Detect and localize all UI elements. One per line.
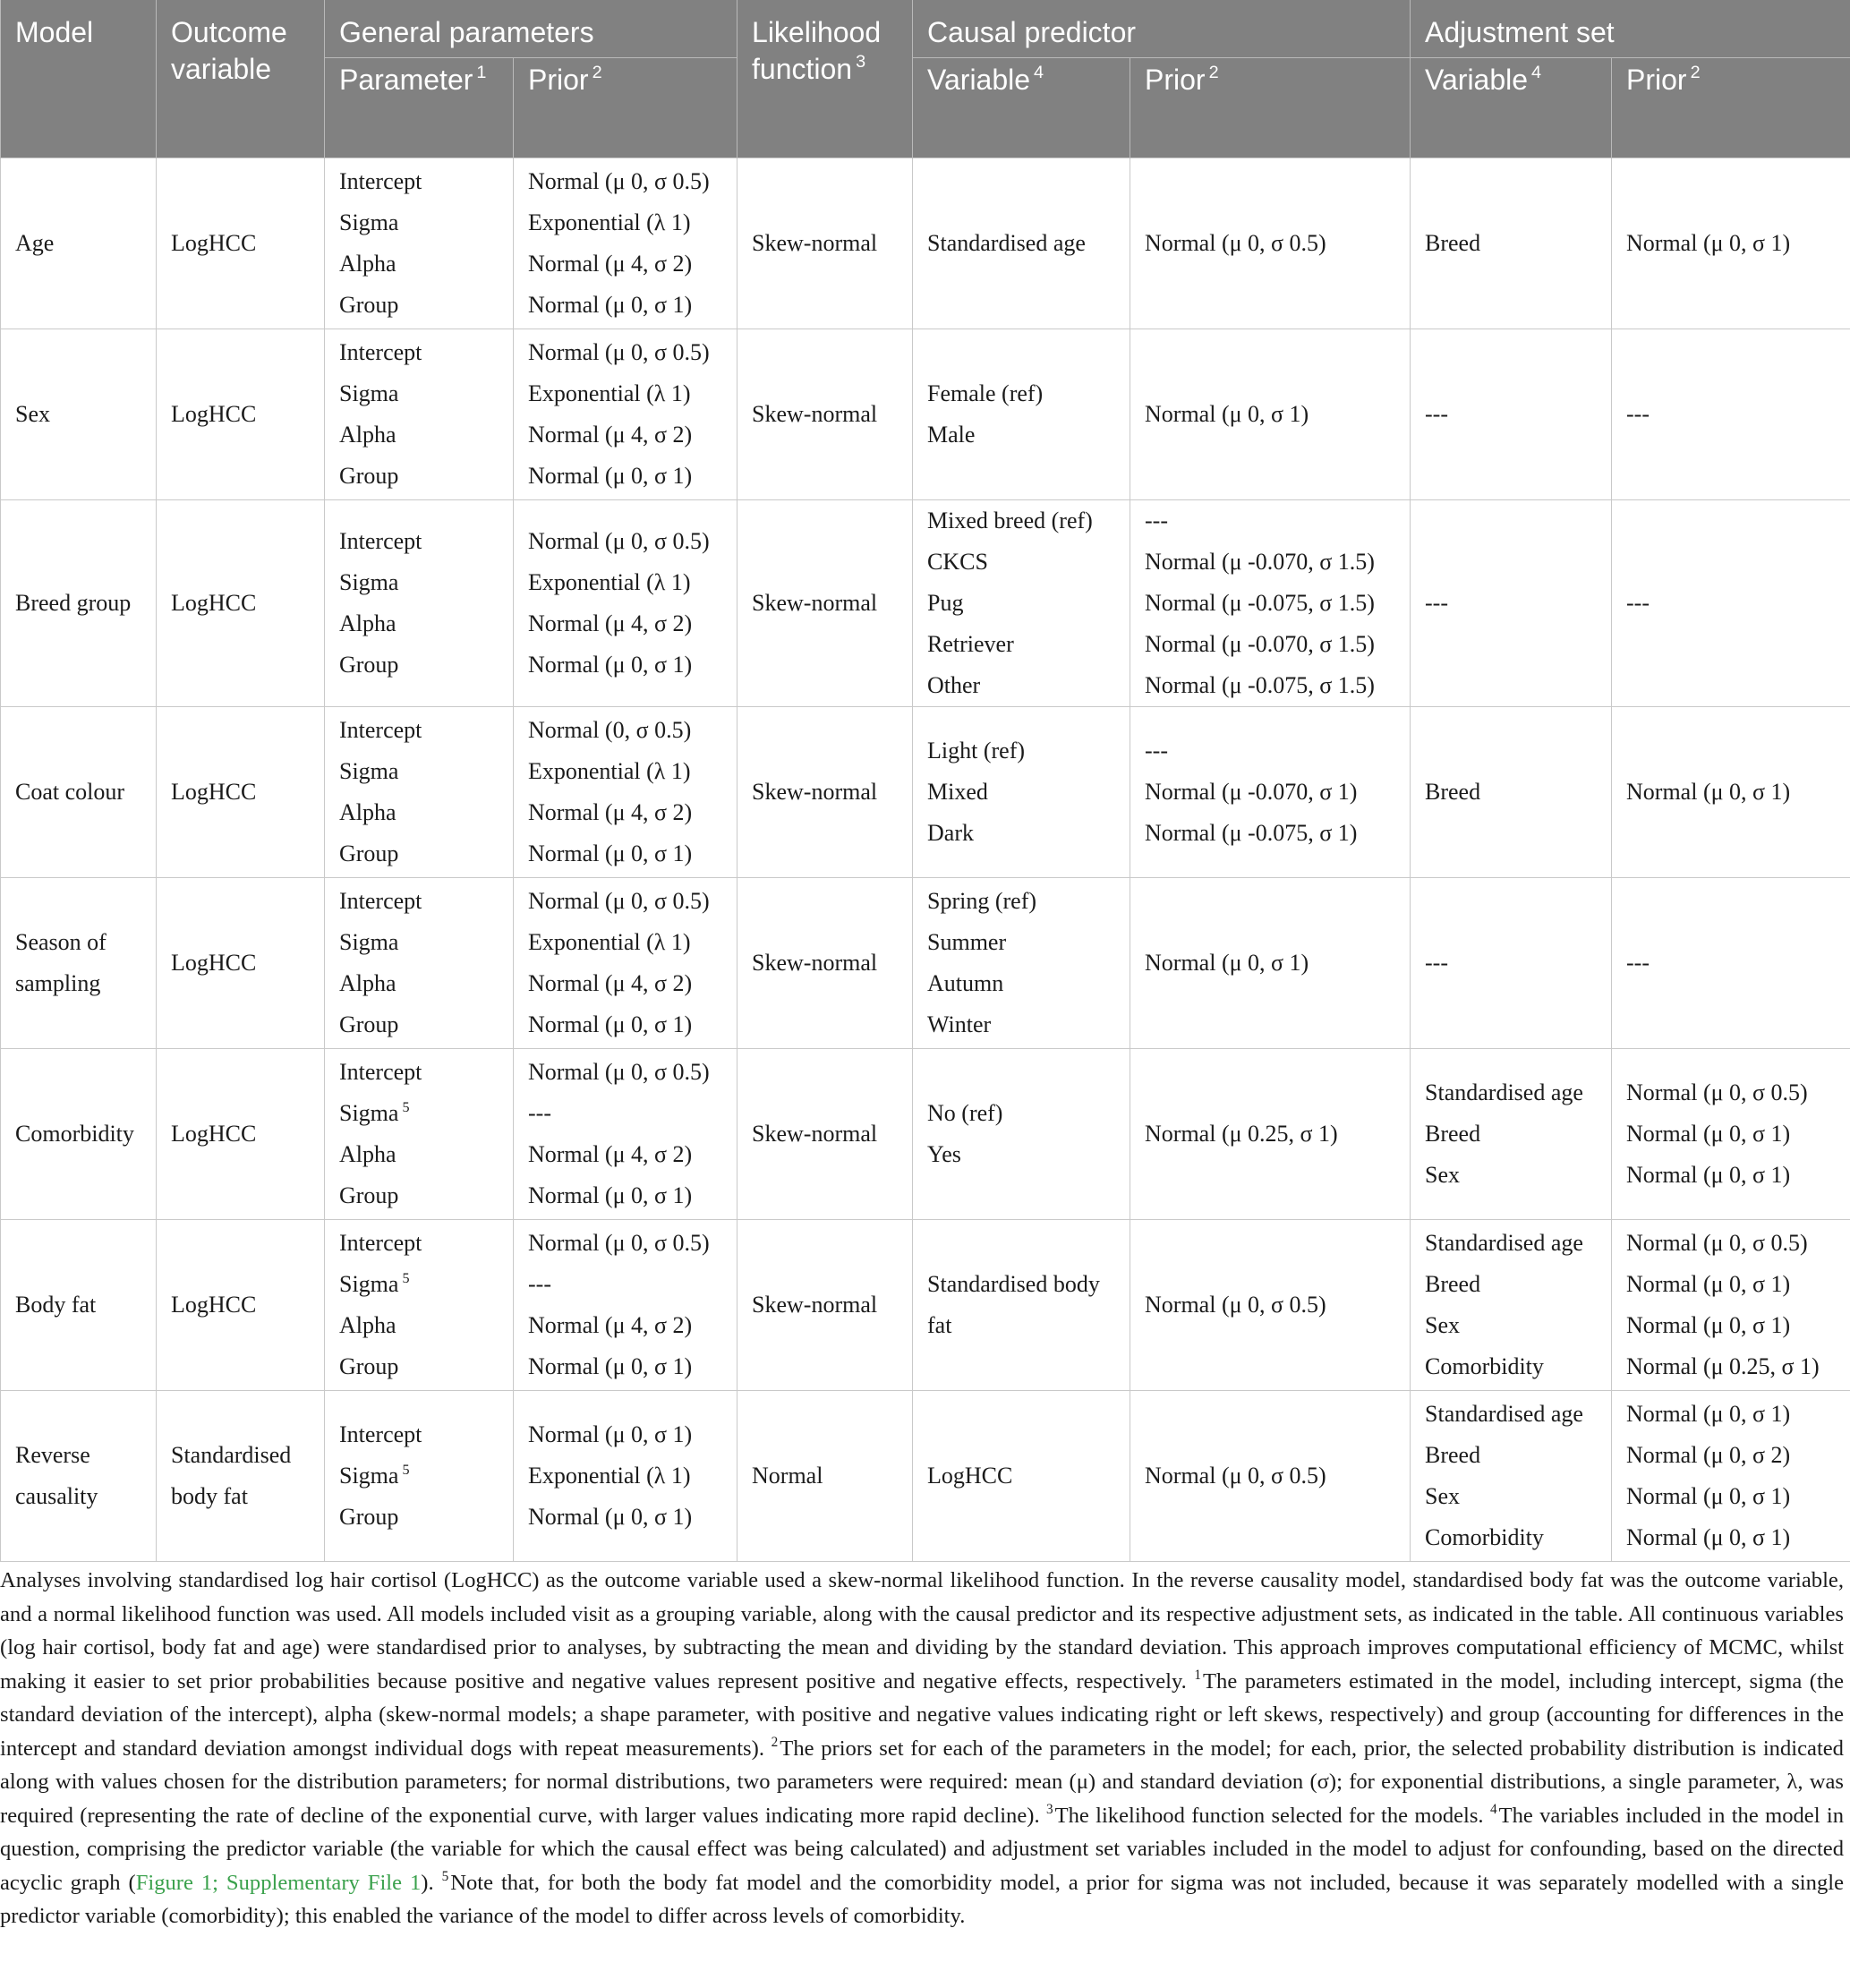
prior-cell-line: Exponential (λ 1)	[528, 569, 691, 595]
prior-cell-line: Normal (0, σ 0.5)	[528, 717, 692, 743]
causal-prior-cell	[1130, 158, 1411, 329]
prior-cell-line: Normal (μ 0, σ 1)	[528, 1182, 693, 1208]
adjust-prior-cell	[1612, 878, 1850, 1049]
causal-prior-cell-line: ---	[1145, 508, 1168, 533]
parameter-cell-line: Alpha	[339, 251, 396, 277]
adjust-prior-cell-line: Normal (μ 0, σ 1)	[1626, 1121, 1791, 1147]
parameter-cell-line: Sigma	[339, 758, 399, 784]
adjust-variable-cell	[1411, 1220, 1612, 1391]
causal-variable-cell-line: Male	[927, 422, 976, 448]
causal-variable-cell-line: Pug	[927, 590, 964, 616]
causal-prior-cell-line: Normal (μ 0, σ 0.5)	[1145, 1463, 1326, 1489]
causal-variable-cell	[913, 707, 1130, 878]
prior-cell	[514, 878, 737, 1049]
footnote-marker-1: 1	[1194, 1667, 1201, 1683]
causal-prior-cell	[1130, 1220, 1411, 1391]
header-prior: Prior $^2$	[514, 58, 737, 158]
causal-prior-cell-line: Normal (μ -0.075, σ 1)	[1145, 820, 1358, 846]
header-adjust-variable: Variable $^4$	[1411, 58, 1612, 158]
header-prior-sup: 2	[592, 63, 602, 83]
causal-prior-cell-line: ---	[1145, 738, 1168, 764]
adjust-variable-cell-line: Sex	[1425, 1312, 1461, 1338]
parameter-cell-line: Group	[339, 1504, 399, 1530]
model-name-cell: Breed group	[1, 500, 157, 707]
causal-variable-cell	[913, 1220, 1130, 1391]
model-name-cell: Age	[1, 158, 157, 329]
adjust-prior-cell-line: Normal (μ 0, σ 0.5)	[1626, 1079, 1808, 1105]
causal-variable-cell-line: fat	[927, 1312, 952, 1338]
causal-variable-cell	[913, 1049, 1130, 1220]
prior-cell	[514, 707, 737, 878]
causal-prior-cell-line: Normal (μ 0, σ 1)	[1145, 950, 1309, 976]
parameter-cell-line: Intercept	[339, 1059, 422, 1085]
adjust-prior-cell	[1612, 1391, 1850, 1562]
prior-cell-line: Normal (μ 4, σ 2)	[528, 610, 693, 636]
causal-variable-cell-line: Standardised body	[927, 1271, 1100, 1297]
footnote-marker-5: 5	[441, 1868, 449, 1884]
table-row	[1, 1391, 1850, 1562]
header-adjust-prior-sup: 2	[1690, 63, 1701, 83]
parameter-footnote-marker: 5	[402, 1462, 410, 1478]
adjust-variable-cell-line: ---	[1425, 950, 1448, 976]
causal-variable-cell-line: Autumn	[927, 970, 1004, 996]
prior-cell-line: Normal (μ 0, σ 1)	[528, 1421, 693, 1447]
causal-variable-cell-line: Retriever	[927, 631, 1014, 657]
likelihood-cell: Normal	[737, 1391, 913, 1562]
prior-cell	[514, 158, 737, 329]
outcome-cell: LogHCC	[157, 1220, 325, 1391]
footnote-main: Analyses involving standardised log hair cortisol (LogHCC) as the outcome variable used a skew-normal likelihood function. In the reverse causality model, standardised body fat was the outcome variable, and a normal likelihood function was used. All models included visit as a grouping variable, along with the causal predictor and its respective adjustment sets, as indicated in the table. All continuous variables (log hair cortisol, body fat and age) were standardised prior to analyses, by subtracting the mean and dividing by the standard deviation. This approach improves computational efficiency of MCMC, whilst making it easier to set prior probabilities because positive and negative values represent positive and negative effects, respectively.	[0, 1568, 1844, 1694]
causal-prior-cell	[1130, 1391, 1411, 1562]
header-causal-predictor: Causal predictor	[913, 0, 1411, 58]
adjust-prior-cell-line: Normal (μ 0, σ 1)	[1626, 1483, 1791, 1509]
footnote-4: The variables included in the model in question, comprising the predictor variable (the variable for which the causal effect was being calculated) and adjustment set variables included in the model to adjust for confounding, based on the directed acyclic graph (	[0, 1803, 1845, 1895]
adjust-prior-cell-line: Normal (μ 0, σ 2)	[1626, 1442, 1791, 1468]
prior-cell-line: Normal (μ 4, σ 2)	[528, 251, 693, 277]
prior-cell-line: Normal (μ 0, σ 0.5)	[528, 528, 710, 554]
adjust-prior-cell	[1612, 158, 1850, 329]
causal-variable-cell	[913, 329, 1130, 500]
parameter-cell-line: Sigma	[339, 929, 399, 955]
table-row	[1, 329, 1850, 500]
adjust-prior-cell-line: Normal (μ 0, σ 1)	[1626, 1401, 1791, 1427]
adjust-prior-cell-line: ---	[1626, 950, 1650, 976]
outcome-cell: LogHCC	[157, 707, 325, 878]
adjust-prior-cell	[1612, 500, 1850, 707]
parameter-cell-line: Group	[339, 1182, 399, 1208]
adjust-prior-cell-line: ---	[1626, 590, 1650, 616]
prior-cell-line: Normal (μ 0, σ 1)	[528, 463, 693, 489]
parameter-cell	[325, 500, 514, 707]
causal-variable-cell-line: Standardised age	[927, 230, 1086, 256]
parameter-cell-line: Group	[339, 1353, 399, 1379]
outcome-cell: LogHCC	[157, 878, 325, 1049]
parameter-cell-line: Intercept	[339, 888, 422, 914]
causal-variable-cell-line: Mixed	[927, 779, 988, 805]
causal-variable-cell	[913, 878, 1130, 1049]
adjust-prior-cell-line: Normal (μ 0, σ 1)	[1626, 230, 1791, 256]
causal-variable-cell	[913, 158, 1130, 329]
prior-cell	[514, 329, 737, 500]
parameter-cell	[325, 1391, 514, 1562]
causal-variable-cell	[913, 500, 1130, 707]
outcome-cell: LogHCC	[157, 158, 325, 329]
adjust-variable-cell-line: Comorbidity	[1425, 1524, 1544, 1550]
prior-cell-line: Normal (μ 0, σ 1)	[528, 1504, 693, 1530]
header-adjust-variable-sup: 4	[1531, 63, 1542, 83]
table-row	[1, 1220, 1850, 1391]
adjust-variable-cell	[1411, 329, 1612, 500]
parameter-cell-line: Intercept	[339, 717, 422, 743]
causal-prior-cell	[1130, 707, 1411, 878]
parameter-cell-line: Alpha	[339, 799, 396, 825]
model-name-cell: Season of sampling	[1, 878, 157, 1049]
causal-variable-cell-line: Female (ref)	[927, 380, 1044, 406]
parameter-cell	[325, 878, 514, 1049]
causal-prior-cell-line: Normal (μ 0, σ 0.5)	[1145, 1292, 1326, 1318]
footnote-1: The parameters estimated in the model, including intercept, sigma (the standard deviation of the intercept), alpha (skew-normal models; a shape parameter, with positive and negative values indicating right or left skews, respectively) and group (accounting for differences in the intercept and standard deviation amongst individual dogs with repeat measurements).	[0, 1668, 1845, 1761]
prior-cell-line: Normal (μ 4, σ 2)	[528, 1141, 693, 1167]
footnote-5: Note that, for both the body fat model and the comorbidity model, a prior for sigma was not included, because it was separately modelled with a single predictor variable (comorbidity); this enabled the variance of the model to differ across levels of comorbidity.	[0, 1870, 1844, 1928]
adjust-prior-cell-line: Normal (μ 0, σ 1)	[1626, 1524, 1791, 1550]
table-body	[1, 158, 1850, 1562]
parameter-cell-line: Alpha	[339, 610, 396, 636]
causal-prior-cell-line: Normal (μ 0, σ 0.5)	[1145, 230, 1326, 256]
table-row	[1, 707, 1850, 878]
adjust-variable-cell	[1411, 1049, 1612, 1220]
adjust-variable-cell-line: Breed	[1425, 779, 1481, 805]
footnote-3: The likelihood function selected for the models.	[1054, 1803, 1484, 1828]
adjust-variable-cell-line: Standardised age	[1425, 1230, 1583, 1256]
parameter-cell-line: Sigma	[339, 380, 399, 406]
model-name-cell: Reverse causality	[1, 1391, 157, 1562]
prior-cell-line: Exponential (λ 1)	[528, 380, 691, 406]
adjust-prior-cell	[1612, 1220, 1850, 1391]
causal-prior-cell-line: Normal (μ 0.25, σ 1)	[1145, 1121, 1338, 1147]
causal-variable-cell-line: LogHCC	[927, 1463, 1013, 1489]
adjust-prior-cell	[1612, 1049, 1850, 1220]
parameter-cell	[325, 158, 514, 329]
prior-cell	[514, 500, 737, 707]
prior-cell	[514, 1220, 737, 1391]
adjust-variable-cell-line: Breed	[1425, 1121, 1481, 1147]
adjust-prior-cell	[1612, 707, 1850, 878]
causal-variable-cell-line: Winter	[927, 1011, 992, 1037]
header-causal-variable: Variable $^4$	[913, 58, 1130, 158]
likelihood-cell: Skew-normal	[737, 158, 913, 329]
parameter-cell-line: Group	[339, 463, 399, 489]
prior-cell-line: Exponential (λ 1)	[528, 1463, 691, 1489]
prior-cell-line: Exponential (λ 1)	[528, 758, 691, 784]
likelihood-cell: Skew-normal	[737, 878, 913, 1049]
parameter-cell-line: Group	[339, 840, 399, 866]
causal-prior-cell-line: Normal (μ -0.070, σ 1.5)	[1145, 631, 1375, 657]
prior-cell-line: Exponential (λ 1)	[528, 209, 691, 235]
likelihood-cell: Skew-normal	[737, 707, 913, 878]
adjust-variable-cell-line: Comorbidity	[1425, 1353, 1544, 1379]
parameter-cell	[325, 1220, 514, 1391]
adjust-variable-cell	[1411, 158, 1612, 329]
table-header	[1, 0, 1850, 158]
causal-prior-cell-line: Normal (μ -0.070, σ 1)	[1145, 779, 1358, 805]
adjust-variable-cell-line: Breed	[1425, 1271, 1481, 1297]
prior-cell-line: Normal (μ 4, σ 2)	[528, 970, 693, 996]
causal-prior-cell-line: Normal (μ 0, σ 1)	[1145, 401, 1309, 427]
table-row	[1, 1049, 1850, 1220]
causal-variable-cell-line: Spring (ref)	[927, 888, 1037, 914]
adjust-variable-cell	[1411, 500, 1612, 707]
adjust-prior-cell-line: ---	[1626, 401, 1650, 427]
likelihood-cell: Skew-normal	[737, 1220, 913, 1391]
parameter-cell-line: Group	[339, 1011, 399, 1037]
footnote-2: The priors set for each of the parameters in the model; for each, prior, the selected probability distribution is indicated along with values chosen for the distribution parameters; for normal distributions, two parameters were required: mean (μ) and standard deviation (σ); for exponential distributions, a single parameter, λ, was required (representing the rate of decline of the exponential curve, with larger values indicating more rapid decline).	[0, 1736, 1844, 1828]
prior-cell-line: Normal (μ 0, σ 0.5)	[528, 1059, 710, 1085]
adjust-prior-cell-line: Normal (μ 0, σ 1)	[1626, 1162, 1791, 1188]
prior-cell-line: Normal (μ 0, σ 1)	[528, 652, 693, 678]
adjust-prior-cell-line: Normal (μ 0, σ 1)	[1626, 1312, 1791, 1338]
parameter-cell-line: Alpha	[339, 422, 396, 448]
prior-cell-line: Normal (μ 0, σ 1)	[528, 292, 693, 318]
header-causal-prior: Prior $^2$	[1130, 58, 1411, 158]
parameter-cell-line: Alpha	[339, 1141, 396, 1167]
adjust-variable-cell-line: Standardised age	[1425, 1079, 1583, 1105]
prior-cell-line: Normal (μ 0, σ 0.5)	[528, 1230, 710, 1256]
adjust-variable-cell-line: Breed	[1425, 230, 1481, 256]
adjust-prior-cell-line: Normal (μ 0, σ 0.5)	[1626, 1230, 1808, 1256]
prior-cell	[514, 1391, 737, 1562]
parameter-cell-line: Intercept	[339, 168, 422, 194]
causal-variable-cell-line: Yes	[927, 1141, 961, 1167]
adjust-prior-cell	[1612, 329, 1850, 500]
parameter-cell-line: Sigma $^5$	[339, 1462, 410, 1489]
table-row	[1, 500, 1850, 707]
prior-cell-line: Normal (μ 4, σ 2)	[528, 422, 693, 448]
causal-variable-cell-line: Other	[927, 672, 981, 698]
adjust-variable-cell-line: Sex	[1425, 1483, 1461, 1509]
header-adjustment-set: Adjustment set	[1411, 0, 1850, 58]
outcome-cell: LogHCC	[157, 329, 325, 500]
footnote-marker-4: 4	[1489, 1801, 1497, 1817]
prior-cell-line: Normal (μ 4, σ 2)	[528, 799, 693, 825]
adjust-prior-cell-line: Normal (μ 0, σ 1)	[1626, 1271, 1791, 1297]
parameter-cell	[325, 707, 514, 878]
header-causal-variable-sup: 4	[1034, 63, 1044, 83]
prior-cell-line: Normal (μ 0, σ 0.5)	[528, 339, 710, 365]
parameter-cell	[325, 329, 514, 500]
parameter-cell-line: Intercept	[339, 1421, 422, 1447]
parameter-cell-line: Sigma $^5$	[339, 1270, 410, 1297]
causal-prior-cell-line: Normal (μ -0.075, σ 1.5)	[1145, 672, 1375, 698]
parameter-footnote-marker: 5	[402, 1099, 410, 1115]
causal-prior-cell	[1130, 1049, 1411, 1220]
header-general-parameters: General parameters	[325, 0, 737, 58]
causal-variable-cell-line: Summer	[927, 929, 1007, 955]
outcome-cell: Standardised body fat	[157, 1391, 325, 1562]
causal-prior-cell	[1130, 878, 1411, 1049]
prior-cell	[514, 1049, 737, 1220]
adjust-variable-cell	[1411, 1391, 1612, 1562]
figure-link[interactable]: Figure 1; Supplementary File 1	[135, 1870, 422, 1895]
table-row	[1, 878, 1850, 1049]
prior-cell-line: Normal (μ 0, σ 1)	[528, 1011, 693, 1037]
parameter-cell-line: Group	[339, 292, 399, 318]
footnote-marker-3: 3	[1045, 1801, 1053, 1817]
likelihood-cell: Skew-normal	[737, 500, 913, 707]
causal-variable-cell-line: Mixed breed (ref)	[927, 508, 1093, 533]
prior-cell-line: Normal (μ 0, σ 0.5)	[528, 168, 710, 194]
footnote-marker-2: 2	[771, 1734, 779, 1750]
adjust-variable-cell	[1411, 707, 1612, 878]
parameter-cell-line: Alpha	[339, 970, 396, 996]
causal-prior-cell	[1130, 329, 1411, 500]
adjust-variable-cell-line: ---	[1425, 590, 1448, 616]
table-row	[1, 158, 1850, 329]
parameter-cell-line: Group	[339, 652, 399, 678]
model-name-cell: Coat colour	[1, 707, 157, 878]
adjust-variable-cell-line: ---	[1425, 401, 1448, 427]
header-likelihood-sup: 3	[856, 52, 866, 73]
header-likelihood: Likelihood function $^3$	[737, 0, 913, 158]
parameter-cell-line: Intercept	[339, 528, 422, 554]
header-outcome: Outcome variable	[157, 0, 325, 158]
header-parameter-sup: 1	[476, 63, 487, 83]
parameter-cell-line: Sigma	[339, 569, 399, 595]
adjust-prior-cell-line: Normal (μ 0.25, σ 1)	[1626, 1353, 1820, 1379]
causal-variable-cell-line: CKCS	[927, 549, 988, 575]
prior-cell-line: ---	[528, 1271, 551, 1297]
prior-cell-line: Normal (μ 4, σ 2)	[528, 1312, 693, 1338]
causal-variable-cell	[913, 1391, 1130, 1562]
parameter-cell-line: Sigma	[339, 209, 399, 235]
adjust-variable-cell-line: Breed	[1425, 1442, 1481, 1468]
model-name-cell: Comorbidity	[1, 1049, 157, 1220]
adjust-variable-cell-line: Sex	[1425, 1162, 1461, 1188]
header-model: Model	[1, 0, 157, 158]
header-parameter: Parameter $^1$	[325, 58, 514, 158]
prior-cell-line: Normal (μ 0, σ 0.5)	[528, 888, 710, 914]
causal-prior-cell	[1130, 500, 1411, 707]
outcome-cell: LogHCC	[157, 500, 325, 707]
header-adjust-prior: Prior $^2$	[1612, 58, 1850, 158]
model-name-cell: Body fat	[1, 1220, 157, 1391]
table-footnote	[0, 1564, 1844, 1933]
header-causal-prior-sup: 2	[1208, 63, 1219, 83]
prior-cell-line: Normal (μ 0, σ 1)	[528, 840, 693, 866]
causal-prior-cell-line: Normal (μ -0.070, σ 1.5)	[1145, 549, 1375, 575]
parameter-cell	[325, 1049, 514, 1220]
parameter-cell-line: Intercept	[339, 339, 422, 365]
prior-cell-line: Normal (μ 0, σ 1)	[528, 1353, 693, 1379]
parameter-footnote-marker: 5	[402, 1270, 410, 1286]
causal-variable-cell-line: No (ref)	[927, 1100, 1003, 1126]
model-name-cell: Sex	[1, 329, 157, 500]
footnote-4-end: ).	[421, 1870, 434, 1895]
likelihood-cell: Skew-normal	[737, 329, 913, 500]
outcome-cell: LogHCC	[157, 1049, 325, 1220]
adjust-variable-cell-line: Standardised age	[1425, 1401, 1583, 1427]
adjust-variable-cell	[1411, 878, 1612, 1049]
causal-variable-cell-line: Light (ref)	[927, 738, 1026, 764]
adjust-prior-cell-line: Normal (μ 0, σ 1)	[1626, 779, 1791, 805]
prior-cell-line: ---	[528, 1100, 551, 1126]
parameter-cell-line: Sigma $^5$	[339, 1099, 410, 1126]
causal-prior-cell-line: Normal (μ -0.075, σ 1.5)	[1145, 590, 1375, 616]
prior-cell-line: Exponential (λ 1)	[528, 929, 691, 955]
likelihood-cell: Skew-normal	[737, 1049, 913, 1220]
causal-variable-cell-line: Dark	[927, 820, 974, 846]
parameter-cell-line: Intercept	[339, 1230, 422, 1256]
parameter-cell-line: Alpha	[339, 1312, 396, 1338]
